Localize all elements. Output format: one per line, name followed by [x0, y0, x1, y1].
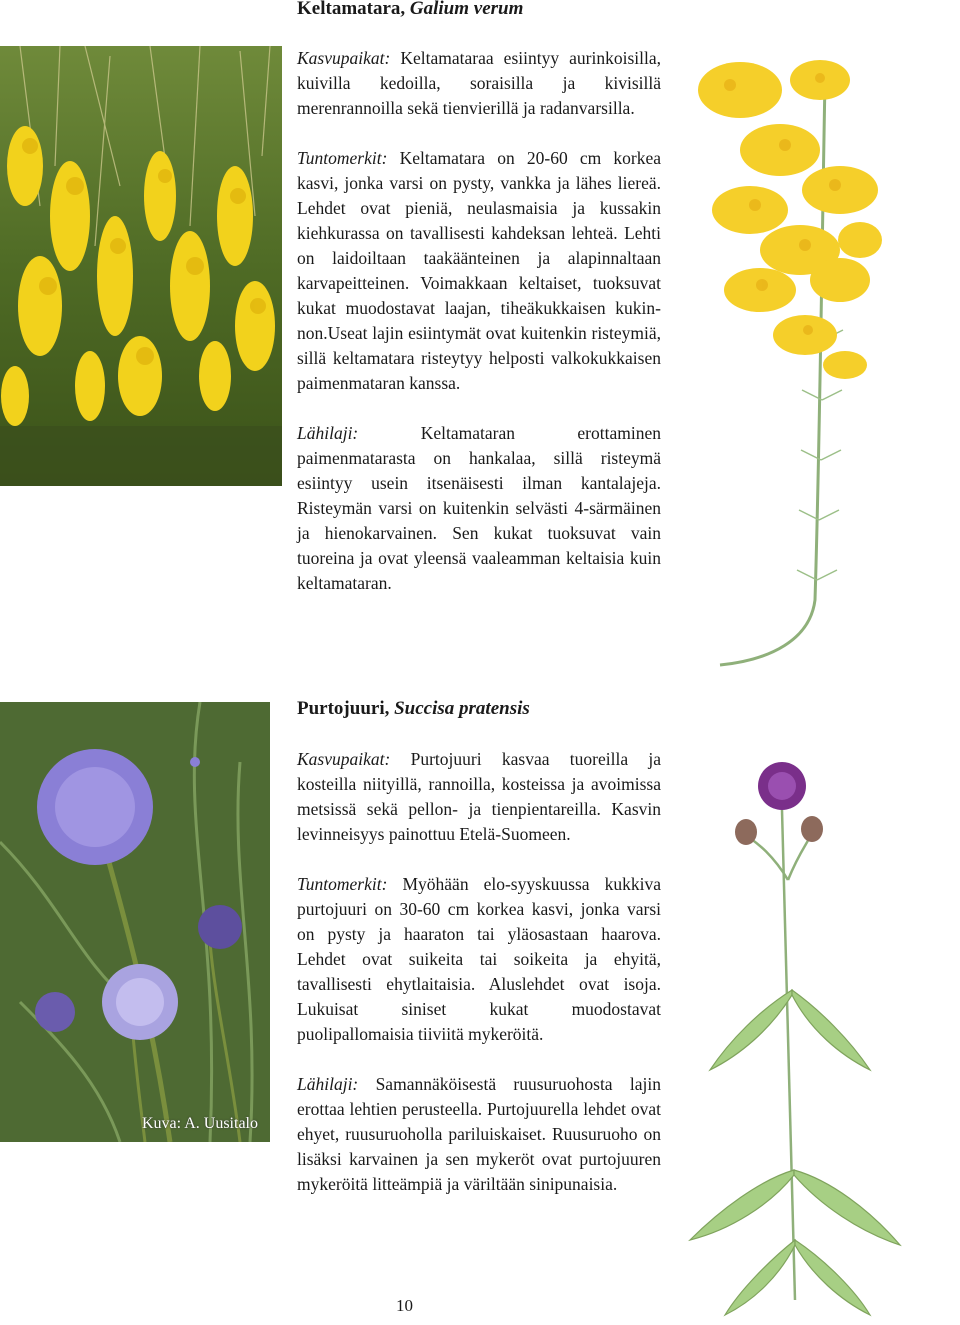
section1-habitat [297, 46, 661, 121]
section2-features-text: Myöhään elo-syyskuussa kukkiva purtojuuri on 30-60 cm korkea kasvi, jonka varsi on pysty ja haaraton tai yläosastaan haarova. Lehdet ovat suikeita tai soikeita ja ehyitä, tavallisesti ehytlaitaisia. Aluslehdet ovat isoja. Lukuisat siniset kukat muodostavat puolipallomaisia tiiviitä mykeröitä. [297, 874, 661, 1044]
section2-title-latin: Succisa pratensis [394, 698, 530, 719]
galium-drawing [690, 40, 960, 680]
section1-features-label: Tuntomerkit: [297, 148, 388, 168]
section2-related [297, 1072, 661, 1197]
section1-related-label: Lähilaji: [297, 423, 359, 443]
page-number: 10 [396, 1296, 413, 1315]
section2-features [297, 872, 661, 1047]
section1-habitat-text: Keltamataraa esiintyy aurinkoisilla, kuivilla kedoilla, soraisilla ja kivisillä merenrannoilla sekä tienvierillä ja radanvarsilla. [297, 48, 661, 118]
illustration-galium-verum [690, 40, 960, 680]
section1-title [297, 0, 797, 21]
section2-related-label: Lähilaji: [297, 1074, 359, 1094]
purple-flower-photo [0, 702, 270, 1142]
section1-title-latin: Galium verum [409, 0, 524, 19]
section1-features [297, 146, 661, 396]
succisa-drawing [680, 740, 960, 1320]
section1-features-text: Keltamatara on 20-60 cm korkea kasvi, jonka varsi on pysty, vankka ja lähes liereä. Lehdet ovat pieniä, neulasmaisia ja kussakin kiehkurassa on tavallisesti kahdeksan lehteä. Lehti on laidoiltaan taakäänteinen ja alapinnaltaan karvapeitteinen. Voimakkaan keltaiset, tuoksuvat kukat muodostavat laajan, tiheäkukkaisen kukin-non.Useat lajin esiintymät ovat kuitenkin risteymiä, sillä keltamatara risteytyy helposti valkokukkaisen paimenmataran kanssa. [297, 148, 661, 393]
photo-succisa-pratensis [0, 702, 270, 1142]
photo-galium-verum [0, 46, 282, 486]
photo-credit: Kuva: A. Uusitalo [142, 1115, 258, 1132]
section2-habitat-label: Kasvupaikat: [297, 749, 391, 769]
section2-habitat-text: Purtojuuri kasvaa tuoreilla ja kosteilla niityillä, rannoilla, kosteissa ja avoimissa metsissä sekä pellon- ja tienpientareilla. Kasvin levinneisyys painottuu Etelä-Suomeen. [297, 749, 662, 844]
section2-habitat [297, 747, 661, 847]
section1-text [297, 46, 661, 596]
section2-related-text: Samannäköisestä ruusuruohosta lajin erottaa lehtien perusteella. Purtojuurella lehdet ovat ehyet, ruusuruoholla pariluiskaiset. Ruusuruoho on lisäksi karvainen ja sen mykeröt ovat purtojuuren mykeröitä litteämpiä ja väriltään sinipunaisia. [297, 1074, 661, 1194]
yellow-meadow-photo [0, 46, 282, 486]
section2-features-label: Tuntomerkit: [297, 874, 388, 894]
section2-text [297, 747, 661, 1197]
section2-title-common: Purtojuuri, [297, 698, 390, 719]
section1-related-text: Keltamataran erottaminen paimenmatarasta on hankalaa, sillä risteymä esiintyy usein itsenäisesti ilman kantalajeja. Risteymän varsi on kuitenkin selvästi 4-särmäinen ja hienokarvainen. Sen kukat tuoksuvat vain tuoreina ja ovat yleensä vaaleamman keltaisia kuin keltamataran. [297, 423, 661, 593]
section2-title [297, 697, 797, 721]
section1-habitat-label: Kasvupaikat: [297, 48, 391, 68]
section1-title-common: Keltamatara, [297, 0, 406, 19]
illustration-succisa-pratensis [680, 740, 960, 1320]
section1-related [297, 421, 661, 596]
